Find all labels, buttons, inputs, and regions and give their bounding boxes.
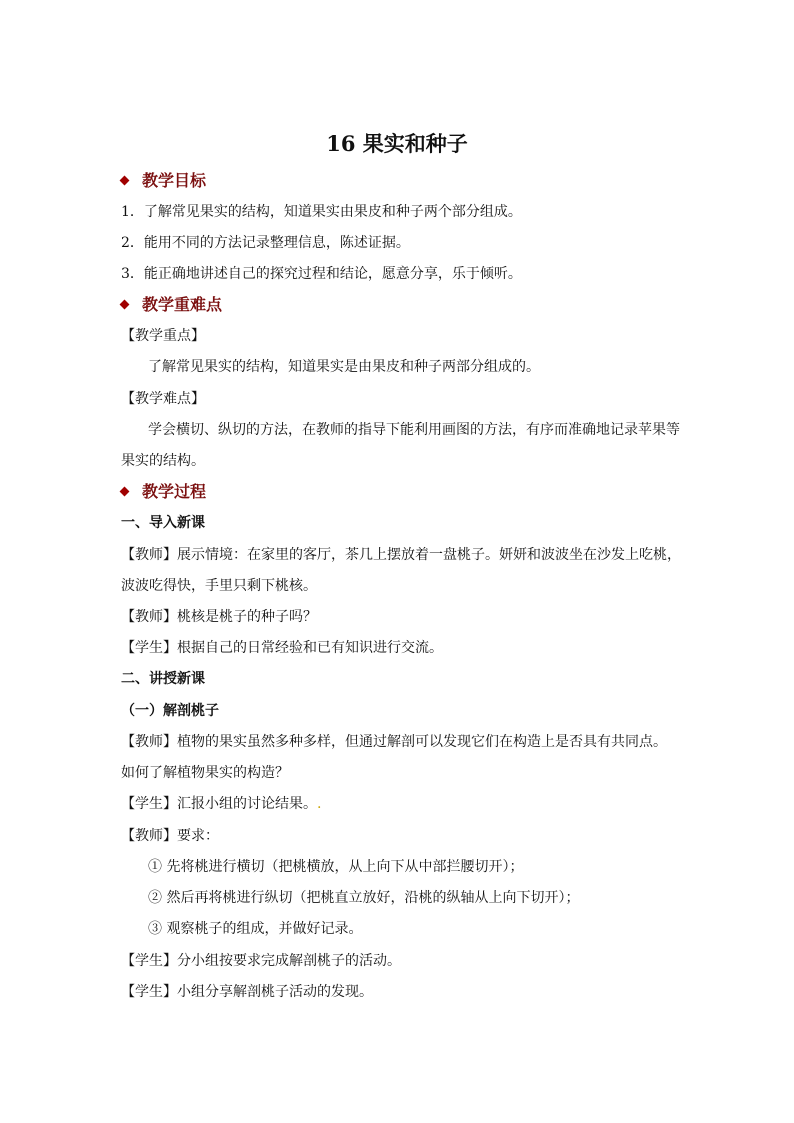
diamond-bullet-icon <box>120 487 130 497</box>
paragraph-line: 【教师】要求： <box>121 828 219 844</box>
goal-item-2: 2．能用不同的方法记录整理信息，陈述证据。 <box>121 235 410 251</box>
diamond-bullet-icon <box>120 300 130 310</box>
subsection-heading: （一）解剖桃子 <box>121 703 219 719</box>
paragraph-line: 波波吃得快，手里只剩下桃核。 <box>121 578 317 594</box>
step-item-3: ③ 观察桃子的组成，并做好记录。 <box>148 921 363 937</box>
focus-label: 【教学重点】 <box>121 328 205 344</box>
paragraph-line: 【教师】展示情境：在家里的客厅，茶几上摆放着一盘桃子。妍妍和波波坐在沙发上吃桃， <box>121 547 681 563</box>
focus-text: 了解常见果实的结构，知道果实是由果皮和种子两部分组成的。 <box>148 359 540 375</box>
step-item-1: ① 先将桃进行横切（把桃横放，从上向下从中部拦腰切开）； <box>148 859 524 875</box>
difficulty-label: 【教学难点】 <box>121 391 205 407</box>
section-heading-goals: 教学目标 <box>121 170 206 192</box>
paragraph-line: 【教师】桃核是桃子的种子吗？ <box>121 609 317 625</box>
difficulty-text-line-1: 学会横切、纵切的方法，在教师的指导下能利用画图的方法，有序而准确地记录苹果等 <box>148 422 680 438</box>
part2-heading: 二、讲授新课 <box>121 671 205 687</box>
diamond-bullet-icon <box>120 176 130 186</box>
part1-heading: 一、导入新课 <box>121 515 205 531</box>
paragraph-line: 【学生】根据自己的日常经验和已有知识进行交流。 <box>121 640 443 656</box>
edit-mark: . <box>317 796 322 812</box>
goal-item-3: 3．能正确地讲述自己的探究过程和结论，愿意分享，乐于倾听。 <box>121 266 522 282</box>
step-item-2: ② 然后再将桃进行纵切（把桃直立放好，沿桃的纵轴从上向下切开）； <box>148 890 580 906</box>
paragraph-line: 【学生】分小组按要求完成解剖桃子的活动。 <box>121 953 401 969</box>
section-heading-keypoints: 教学重难点 <box>121 294 222 316</box>
section-heading-process: 教学过程 <box>121 481 206 503</box>
paragraph-line: 【学生】小组分享解剖桃子活动的发现。 <box>121 984 373 1000</box>
paragraph-line: 如何了解植物果实的构造？ <box>121 765 289 781</box>
page-title: 16 果实和种子 <box>326 131 468 156</box>
paragraph-line: 【教师】植物的果实虽然多种多样，但通过解剖可以发现它们在构造上是否具有共同点。 <box>121 734 667 750</box>
paragraph-line: 【学生】汇报小组的讨论结果。. <box>121 796 322 812</box>
goal-item-1: 1．了解常见果实的结构，知道果实由果皮和种子两个部分组成。 <box>121 204 522 220</box>
difficulty-text-line-2: 果实的结构。 <box>121 453 205 469</box>
